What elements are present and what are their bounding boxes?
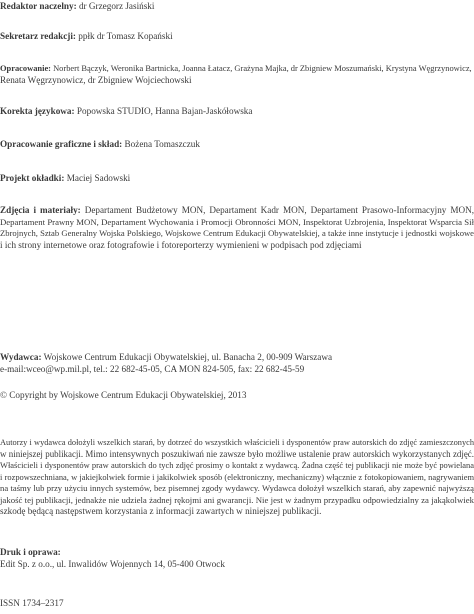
rights-notice-line-2: w niniejszej publikacji. Mimo intensywnych poszukiwań nie zawsze było możliwe ustalenie praw autorskich wykorzystanych zdjęć. xyxy=(0,448,474,459)
rights-notice-line-3: Właścicieli i dysponentów praw autorskich do tych zdjęć prosimy o kontakt z wydawcą. Żadna część tej publikacji nie może być powielana xyxy=(0,460,474,470)
photos-label: Zdjęcia i materiały: xyxy=(0,205,81,215)
publisher-address: Wojskowe Centrum Edukacji Obywatelskiej, ul. Banacha 2, 00-909 Warszawa xyxy=(41,352,333,362)
cover-design-value: Maciej Sadowski xyxy=(64,173,131,183)
rights-notice-line-6: jakość tej publikacji, jednakże nie udziela żadnej rękojmi ani gwarancji. Nie jest w żadnym przypadku odpowiedzialny za jakąkolwiek xyxy=(0,494,474,505)
language-editing-value: Popowska STUDIO, Hanna Bajan-Jaskółowska xyxy=(74,106,253,116)
photos-line-4: i ich strony internetowe oraz fotografowie i fotoreporterzy wymienieni w podpisach pod zdjęciami xyxy=(0,239,362,250)
printing-value: Edit Sp. z o.o., ul. Inwalidów Wojennych 14, 05-400 Otwock xyxy=(0,559,225,569)
rights-notice-line-1: Autorzy i wydawca dołożyli wszelkich starań, by dotrzeć do wszystkich właścicieli i dysponentów praw autorskich do zdjęć zamieszczonych xyxy=(0,438,474,447)
elaboration-value-1: Norbert Bączyk, Weronika Bartnicka, Joanna Łatacz, Grażyna Majka, dr Zbigniew Moszumański, Krystyna Węgrzynowicz, xyxy=(51,63,472,73)
language-editing xyxy=(0,106,252,118)
printing-label xyxy=(0,547,61,559)
editorial-secretary-value: ppłk dr Tomasz Kopański xyxy=(75,31,173,41)
elaboration-line-2: Renata Węgrzynowicz, dr Zbigniew Wojciechowski xyxy=(0,75,192,85)
printing-label-text: Druk i oprawa: xyxy=(0,547,61,557)
issn: ISSN 1734–2317 xyxy=(0,598,64,608)
rights-notice-paragraph xyxy=(0,437,474,518)
publisher-line-2: e-mail:wceo@wp.mil.pl, tel.: 22 682-45-05, CA MON 824-505, fax: 22 682-45-59 xyxy=(0,364,305,374)
photos-paragraph xyxy=(0,205,474,251)
photos-line-1 xyxy=(0,205,474,217)
photos-line-3: Zbrojnych, Sztab Generalny Wojska Polskiego, Wojskowe Centrum Edukacji Obywatelskiej, a także inne instytucje i jednostki wojskowe xyxy=(0,228,474,238)
editor-in-chief xyxy=(0,1,154,13)
rights-notice-line-7: szkodę będącą następstwem korzystania z informacji zawartych w niniejszej publikacji. xyxy=(0,506,322,516)
editorial-secretary-label: Sekretarz redakcji: xyxy=(0,31,76,41)
editorial-secretary xyxy=(0,31,173,43)
graphic-design-label: Opracowanie graficzne i skład: xyxy=(0,139,123,149)
graphic-design-value: Bożena Tomaszczuk xyxy=(122,139,200,149)
editor-in-chief-label: Redaktor naczelny: xyxy=(0,1,77,11)
cover-design xyxy=(0,173,130,185)
rights-notice-line-5: na taśmy lub przy użyciu innych systemów, bez pisemnej zgody wydawcy. Wydawca dołożył wszelkich starań, aby zapewnić najwyższą xyxy=(0,483,474,493)
elaboration-label: Opracowanie: xyxy=(0,63,51,73)
cover-design-label: Projekt okładki: xyxy=(0,173,65,183)
rights-notice-line-4: i rozpowszechniana, w jakiejkolwiek formie i jakikolwiek sposób (elektroniczny, mechaniczny) włącznie z fotokopiowaniem, nagrywaniem xyxy=(0,471,474,482)
graphic-design xyxy=(0,139,200,151)
editor-in-chief-value: dr Grzegorz Jasiński xyxy=(76,1,155,11)
language-editing-label: Korekta językowa: xyxy=(0,106,75,116)
photos-line-2: Departament Prawny MON, Departament Wychowania i Promocji Obronności MON, Inspektorat Uzbrojenia, Inspektorat Wsparcia Sił xyxy=(0,216,474,227)
elaboration-line-1 xyxy=(0,63,472,75)
photos-value-1: Departament Budżetowy MON, Departament Kadr MON, Departament Prasowo-Informacyjny MON, xyxy=(80,205,474,215)
publisher-line-1 xyxy=(0,352,332,364)
publisher-label: Wydawca: xyxy=(0,352,42,362)
copyright-notice: © Copyright by Wojskowe Centrum Edukacji Obywatelskiej, 2013 xyxy=(0,390,247,400)
